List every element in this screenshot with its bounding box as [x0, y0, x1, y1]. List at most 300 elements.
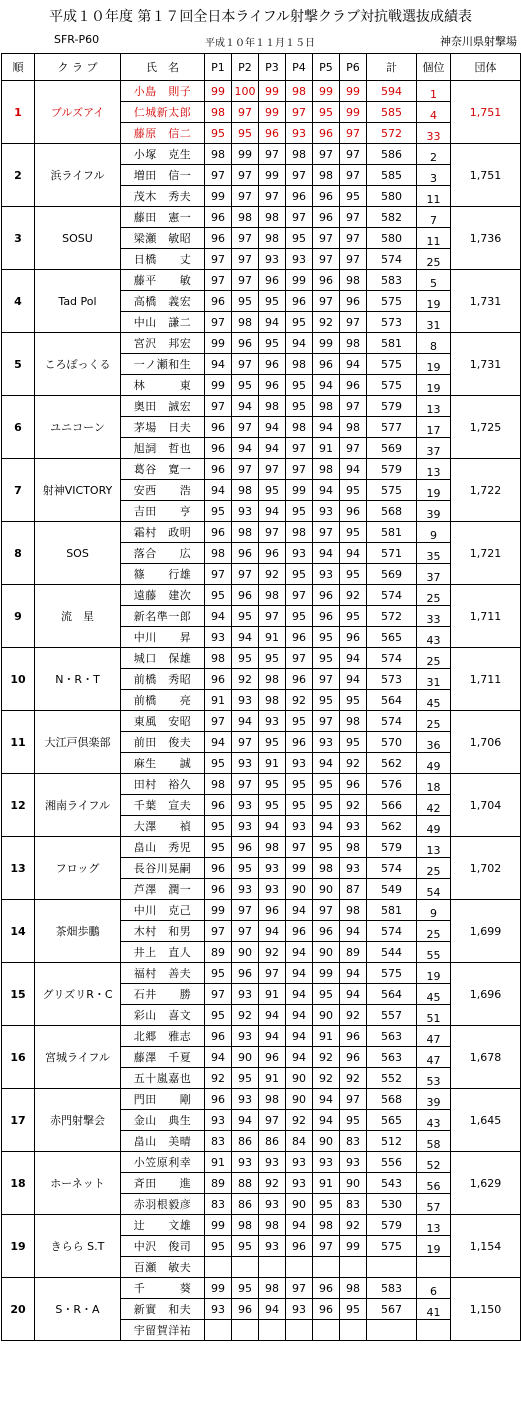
score-p5: 96: [313, 207, 340, 228]
score-p6: 90: [340, 1173, 367, 1194]
score-p4: 97: [286, 837, 313, 858]
individual-rank: 19: [417, 291, 451, 312]
member-total: 568: [367, 501, 417, 522]
score-p6: 96: [340, 774, 367, 795]
score-p2: 95: [232, 291, 259, 312]
score-p6: 96: [340, 501, 367, 522]
individual-rank: 9: [417, 900, 451, 921]
club-name: 射神VICTORY: [35, 459, 121, 522]
team-rank: 17: [2, 1089, 35, 1152]
team-rank: 19: [2, 1215, 35, 1278]
individual-rank: 36: [417, 732, 451, 753]
member-name: 門田 剛: [121, 1089, 205, 1110]
score-p1: 94: [205, 732, 232, 753]
score-p5: 97: [313, 1236, 340, 1257]
member-total: 565: [367, 1110, 417, 1131]
team-total: 1,678: [451, 1026, 521, 1089]
score-p3: 95: [259, 795, 286, 816]
score-p3: 94: [259, 312, 286, 333]
team-total: 1,702: [451, 837, 521, 900]
score-p3: 98: [259, 228, 286, 249]
score-p5: 97: [313, 228, 340, 249]
score-p3: 99: [259, 81, 286, 102]
venue-name: 神奈川県射撃場: [440, 35, 517, 48]
score-p4: 95: [286, 606, 313, 627]
table-row: [2, 1215, 521, 1236]
member-name: 篠 行雄: [121, 564, 205, 585]
score-p4: 96: [286, 186, 313, 207]
individual-rank: 13: [417, 837, 451, 858]
table-row: [2, 522, 521, 543]
score-p6: 94: [340, 984, 367, 1005]
score-p5: 95: [313, 837, 340, 858]
score-p5: 98: [313, 459, 340, 480]
member-total: 562: [367, 753, 417, 774]
score-p2: 93: [232, 1026, 259, 1047]
score-p3: 97: [259, 459, 286, 480]
score-p3: 96: [259, 375, 286, 396]
score-p6: 97: [340, 207, 367, 228]
score-p5: 95: [313, 690, 340, 711]
score-p3: 98: [259, 1089, 286, 1110]
score-p3: 93: [259, 711, 286, 732]
score-p2: 98: [232, 1215, 259, 1236]
member-name: 千葉 宣夫: [121, 795, 205, 816]
score-p1: [205, 1257, 232, 1278]
score-p6: 93: [340, 816, 367, 837]
col-header-p3: P3: [259, 54, 286, 81]
score-p1: 93: [205, 1299, 232, 1320]
member-name: 中沢 俊司: [121, 1236, 205, 1257]
score-p1: 95: [205, 1005, 232, 1026]
member-name: 石井 勝: [121, 984, 205, 1005]
score-p3: 99: [259, 165, 286, 186]
individual-rank: 45: [417, 690, 451, 711]
score-p1: 89: [205, 1173, 232, 1194]
score-p6: 93: [340, 1152, 367, 1173]
score-p1: 96: [205, 291, 232, 312]
score-p4: 97: [286, 1278, 313, 1299]
score-p5: 96: [313, 123, 340, 144]
score-p5: 97: [313, 522, 340, 543]
club-name: フロッグ: [35, 837, 121, 900]
member-name: 前橋 秀昭: [121, 669, 205, 690]
score-p4: 90: [286, 1194, 313, 1215]
score-p5: 99: [313, 963, 340, 984]
individual-rank: 19: [417, 375, 451, 396]
score-p2: 97: [232, 249, 259, 270]
member-name: 中山 謙二: [121, 312, 205, 333]
team-total: 1,706: [451, 711, 521, 774]
score-p6: 95: [340, 1299, 367, 1320]
member-total: 552: [367, 1068, 417, 1089]
score-p5: 92: [313, 312, 340, 333]
club-name: N・R・T: [35, 648, 121, 711]
table-row: [2, 396, 521, 417]
col-header-total: 計: [367, 54, 417, 81]
member-total: 567: [367, 1299, 417, 1320]
score-p2: 97: [232, 417, 259, 438]
score-p4: 99: [286, 270, 313, 291]
score-p1: 96: [205, 459, 232, 480]
team-total: 1,699: [451, 900, 521, 963]
score-p3: 94: [259, 417, 286, 438]
score-p1: 95: [205, 837, 232, 858]
score-p6: 83: [340, 1194, 367, 1215]
score-p4: 95: [286, 312, 313, 333]
score-p6: [340, 1257, 367, 1278]
score-p5: 95: [313, 774, 340, 795]
member-name: 旭詞 哲也: [121, 438, 205, 459]
table-row: [2, 270, 521, 291]
member-name: 東風 安昭: [121, 711, 205, 732]
individual-rank: 39: [417, 1089, 451, 1110]
score-p4: 96: [286, 669, 313, 690]
score-p5: 98: [313, 165, 340, 186]
member-name: 藤原 信二: [121, 123, 205, 144]
member-total: 572: [367, 123, 417, 144]
score-p3: 96: [259, 270, 286, 291]
team-rank: 3: [2, 207, 35, 270]
score-p1: 93: [205, 1110, 232, 1131]
member-total: 574: [367, 249, 417, 270]
team-total: 1,629: [451, 1152, 521, 1215]
member-total: 586: [367, 144, 417, 165]
member-total: 549: [367, 879, 417, 900]
member-total: 563: [367, 1047, 417, 1068]
score-p3: 96: [259, 123, 286, 144]
individual-rank: 13: [417, 459, 451, 480]
score-p1: 95: [205, 585, 232, 606]
score-p1: 99: [205, 375, 232, 396]
score-p3: 99: [259, 102, 286, 123]
score-p2: 95: [232, 123, 259, 144]
team-rank: 20: [2, 1278, 35, 1341]
club-name: ユニコーン: [35, 396, 121, 459]
club-name: 茶畑歩鵬: [35, 900, 121, 963]
score-p4: 98: [286, 144, 313, 165]
score-p6: 95: [340, 1110, 367, 1131]
score-p1: 97: [205, 564, 232, 585]
col-header-club: ク ラ ブ: [35, 54, 121, 81]
score-p2: 86: [232, 1131, 259, 1152]
individual-rank: 11: [417, 186, 451, 207]
event-date: 平成１０年１１月１５日: [205, 38, 315, 49]
team-rank: 10: [2, 648, 35, 711]
member-total: 565: [367, 627, 417, 648]
score-p6: 97: [340, 228, 367, 249]
team-total: 1,751: [451, 144, 521, 207]
individual-rank: 25: [417, 648, 451, 669]
score-p1: 96: [205, 879, 232, 900]
score-p2: 86: [232, 1194, 259, 1215]
member-total: 576: [367, 774, 417, 795]
club-name: 大江戸倶楽部: [35, 711, 121, 774]
score-p5: 90: [313, 1005, 340, 1026]
score-p1: 91: [205, 1152, 232, 1173]
score-p2: 93: [232, 690, 259, 711]
results-table: [1, 53, 521, 1341]
individual-rank: 49: [417, 753, 451, 774]
member-total: [367, 1320, 417, 1341]
score-p1: 97: [205, 396, 232, 417]
score-p6: 97: [340, 396, 367, 417]
member-name: 芦澤 潤一: [121, 879, 205, 900]
score-p2: 96: [232, 333, 259, 354]
col-header-p2: P2: [232, 54, 259, 81]
member-total: 573: [367, 669, 417, 690]
score-p6: 98: [340, 837, 367, 858]
team-rank: 7: [2, 459, 35, 522]
member-name: 小塚 克生: [121, 144, 205, 165]
score-p1: 95: [205, 123, 232, 144]
score-p5: 97: [313, 291, 340, 312]
score-p3: [259, 1320, 286, 1341]
individual-rank: 18: [417, 774, 451, 795]
member-name: 新實 和夫: [121, 1299, 205, 1320]
score-p5: 94: [313, 417, 340, 438]
club-name: SOS: [35, 522, 121, 585]
score-p2: 90: [232, 942, 259, 963]
score-p5: 97: [313, 249, 340, 270]
individual-rank: 42: [417, 795, 451, 816]
member-name: 赤羽根毅彦: [121, 1194, 205, 1215]
individual-rank: 37: [417, 438, 451, 459]
score-p2: 97: [232, 354, 259, 375]
individual-rank: 13: [417, 396, 451, 417]
member-name: 藤田 憲一: [121, 207, 205, 228]
team-total: 1,731: [451, 270, 521, 333]
score-p2: 95: [232, 1068, 259, 1089]
member-name: 藤平 敏: [121, 270, 205, 291]
score-p1: 99: [205, 186, 232, 207]
score-p3: 95: [259, 732, 286, 753]
score-p5: 96: [313, 1299, 340, 1320]
score-p6: 92: [340, 753, 367, 774]
score-p5: 94: [313, 753, 340, 774]
score-p2: 96: [232, 837, 259, 858]
individual-rank: 49: [417, 816, 451, 837]
score-p4: 97: [286, 207, 313, 228]
member-name: 大澤 禎: [121, 816, 205, 837]
member-total: 579: [367, 837, 417, 858]
member-name: 百瀬 敏夫: [121, 1257, 205, 1278]
score-p4: 95: [286, 711, 313, 732]
table-row: [2, 774, 521, 795]
score-p5: 95: [313, 627, 340, 648]
member-total: 557: [367, 1005, 417, 1026]
score-p5: 91: [313, 1026, 340, 1047]
score-p2: 92: [232, 1005, 259, 1026]
individual-rank: 1: [417, 81, 451, 102]
member-name: 井上 直人: [121, 942, 205, 963]
score-p6: 96: [340, 627, 367, 648]
team-rank: 6: [2, 396, 35, 459]
score-p5: 96: [313, 270, 340, 291]
score-p2: 88: [232, 1173, 259, 1194]
score-p1: 92: [205, 1068, 232, 1089]
score-p2: 95: [232, 1236, 259, 1257]
score-p3: 92: [259, 1173, 286, 1194]
member-name: 高橋 義宏: [121, 291, 205, 312]
score-p2: 95: [232, 1278, 259, 1299]
individual-rank: 19: [417, 354, 451, 375]
member-total: 579: [367, 459, 417, 480]
member-total: 564: [367, 690, 417, 711]
score-p5: 97: [313, 711, 340, 732]
score-p4: 94: [286, 984, 313, 1005]
score-p1: 97: [205, 921, 232, 942]
member-name: 吉田 亨: [121, 501, 205, 522]
score-p5: 93: [313, 564, 340, 585]
score-p5: 94: [313, 375, 340, 396]
score-p4: 93: [286, 1299, 313, 1320]
score-p2: 97: [232, 102, 259, 123]
score-p6: 97: [340, 144, 367, 165]
member-total: 580: [367, 228, 417, 249]
member-name: 霜村 政明: [121, 522, 205, 543]
member-name: 千 葵: [121, 1278, 205, 1299]
score-p6: 89: [340, 942, 367, 963]
score-p6: 92: [340, 1068, 367, 1089]
score-p3: 93: [259, 1194, 286, 1215]
score-p6: 87: [340, 879, 367, 900]
score-p6: 99: [340, 102, 367, 123]
member-total: 572: [367, 606, 417, 627]
club-name: 赤門射撃会: [35, 1089, 121, 1152]
individual-rank: 3: [417, 165, 451, 186]
score-p5: 90: [313, 879, 340, 900]
club-name: きらら S.T: [35, 1215, 121, 1278]
score-p6: 94: [340, 963, 367, 984]
team-total: 1,154: [451, 1215, 521, 1278]
individual-rank: 19: [417, 480, 451, 501]
score-p4: 97: [286, 648, 313, 669]
member-total: 581: [367, 333, 417, 354]
member-total: 568: [367, 1089, 417, 1110]
score-p5: 95: [313, 984, 340, 1005]
individual-rank: 13: [417, 1215, 451, 1236]
member-name: 五十嵐嘉也: [121, 1068, 205, 1089]
table-row: [2, 837, 521, 858]
score-p4: [286, 1257, 313, 1278]
score-p4: 92: [286, 690, 313, 711]
individual-rank: 2: [417, 144, 451, 165]
score-p6: 95: [340, 606, 367, 627]
score-p1: 97: [205, 249, 232, 270]
member-name: 増田 信一: [121, 165, 205, 186]
score-p2: 98: [232, 480, 259, 501]
member-total: 569: [367, 438, 417, 459]
score-p5: 91: [313, 438, 340, 459]
score-p4: 93: [286, 753, 313, 774]
score-p6: 95: [340, 690, 367, 711]
score-p1: 96: [205, 1026, 232, 1047]
member-total: 512: [367, 1131, 417, 1152]
individual-rank: 43: [417, 1110, 451, 1131]
score-p1: 96: [205, 795, 232, 816]
score-p6: 97: [340, 165, 367, 186]
individual-rank: 43: [417, 627, 451, 648]
individual-rank: 35: [417, 543, 451, 564]
score-p1: 97: [205, 312, 232, 333]
score-p1: [205, 1320, 232, 1341]
score-p4: 93: [286, 816, 313, 837]
score-p4: 93: [286, 123, 313, 144]
score-p6: 97: [340, 1089, 367, 1110]
score-p6: 95: [340, 522, 367, 543]
score-p2: 94: [232, 627, 259, 648]
score-p2: 97: [232, 774, 259, 795]
club-name: Tad Pol: [35, 270, 121, 333]
table-row: [2, 459, 521, 480]
score-p5: 91: [313, 1173, 340, 1194]
col-header-p6: P6: [340, 54, 367, 81]
score-p3: 98: [259, 396, 286, 417]
score-p6: 83: [340, 1131, 367, 1152]
score-p5: 94: [313, 543, 340, 564]
table-row: [2, 711, 521, 732]
member-name: 畠山 美晴: [121, 1131, 205, 1152]
score-p2: 94: [232, 1110, 259, 1131]
team-rank: 18: [2, 1152, 35, 1215]
score-p2: 97: [232, 921, 259, 942]
individual-rank: 11: [417, 228, 451, 249]
score-p5: 98: [313, 396, 340, 417]
score-p6: 98: [340, 1278, 367, 1299]
score-p3: 95: [259, 480, 286, 501]
club-name: 湘南ライフル: [35, 774, 121, 837]
table-row: [2, 900, 521, 921]
score-p6: 94: [340, 354, 367, 375]
member-total: 575: [367, 1236, 417, 1257]
score-p4: 96: [286, 291, 313, 312]
individual-rank: 55: [417, 942, 451, 963]
score-p4: 93: [286, 543, 313, 564]
score-p5: 94: [313, 1089, 340, 1110]
score-p2: 96: [232, 963, 259, 984]
team-rank: 8: [2, 522, 35, 585]
individual-rank: [417, 1320, 451, 1341]
score-p3: 97: [259, 186, 286, 207]
member-name: 前橋 亮: [121, 690, 205, 711]
score-p4: 97: [286, 165, 313, 186]
team-rank: 14: [2, 900, 35, 963]
member-name: 麻生 誠: [121, 753, 205, 774]
member-total: 574: [367, 585, 417, 606]
member-total: 583: [367, 1278, 417, 1299]
score-p2: 98: [232, 522, 259, 543]
member-name: 前田 俊夫: [121, 732, 205, 753]
team-rank: 9: [2, 585, 35, 648]
score-p6: 94: [340, 543, 367, 564]
team-rank: 12: [2, 774, 35, 837]
team-total: 1,722: [451, 459, 521, 522]
member-name: 安西 浩: [121, 480, 205, 501]
team-total: 1,721: [451, 522, 521, 585]
individual-rank: 53: [417, 1068, 451, 1089]
team-rank: 4: [2, 270, 35, 333]
score-p3: 97: [259, 963, 286, 984]
member-name: 梁瀬 敏昭: [121, 228, 205, 249]
member-name: 藤澤 千夏: [121, 1047, 205, 1068]
score-p5: 90: [313, 942, 340, 963]
score-p3: 97: [259, 1110, 286, 1131]
individual-rank: 52: [417, 1152, 451, 1173]
score-p2: 93: [232, 795, 259, 816]
score-p2: 95: [232, 648, 259, 669]
team-total: 1,704: [451, 774, 521, 837]
